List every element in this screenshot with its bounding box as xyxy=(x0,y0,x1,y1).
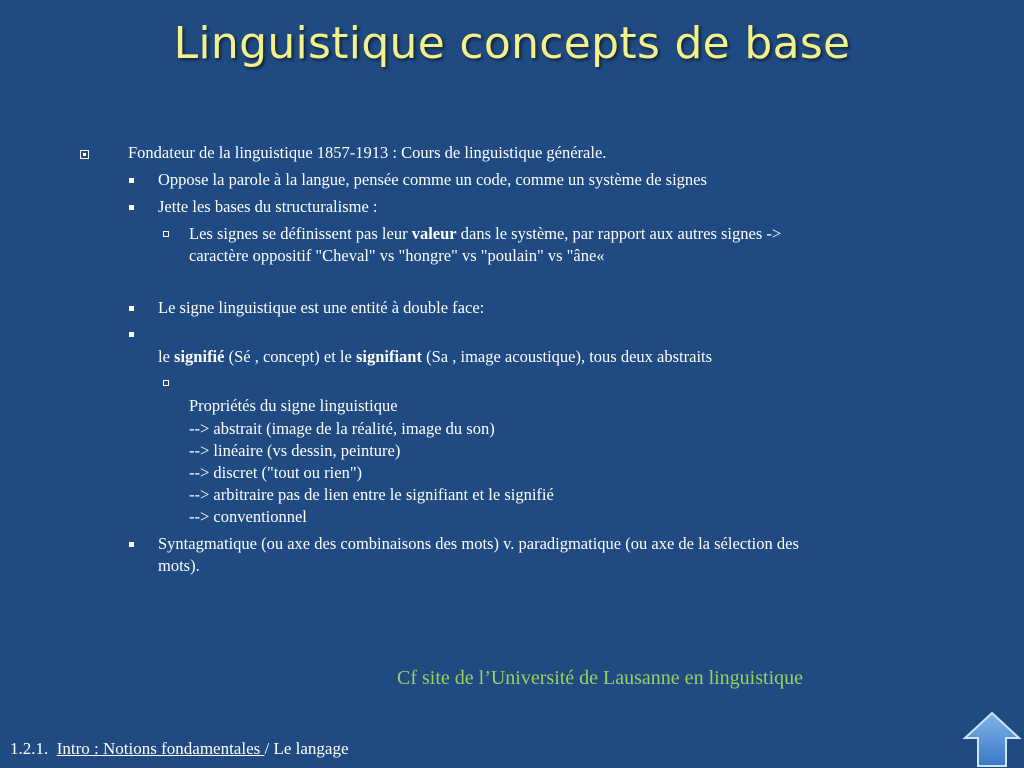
prop-line: Propriétés du signe linguistique xyxy=(189,396,398,415)
bullet-founder: Fondateur de la linguistique 1857-1913 : Cours de linguistique générale. xyxy=(128,143,607,162)
breadcrumb-link-intro[interactable]: Intro : Notions fondamentales xyxy=(56,739,265,758)
signifie-bold: signifié xyxy=(174,347,225,366)
bullet-signifie-signifiant xyxy=(158,346,712,368)
prop-line: --> conventionnel xyxy=(189,507,307,526)
bullet-marker-level2 xyxy=(129,332,134,337)
bullet-marker-level3 xyxy=(163,380,169,386)
bullet-marker-level2 xyxy=(129,542,134,547)
bullet-parole-langue: Oppose la parole à la langue, pensée comme un code, comme un système de signes xyxy=(158,170,707,189)
breadcrumb-separator: / xyxy=(264,739,270,758)
breadcrumb xyxy=(10,739,349,759)
bullet-structuralisme: Jette les bases du structuralisme : xyxy=(158,197,378,216)
bullet-marker-level3 xyxy=(163,231,169,237)
valeur-bold: valeur xyxy=(411,224,457,243)
signifiant-bold: signifiant xyxy=(355,347,422,366)
reference-link[interactable]: Cf site de l’Université de Lausanne en linguistique xyxy=(397,667,804,689)
bullet-marker-level1 xyxy=(80,150,89,159)
bullet-signe-double-face: Le signe linguistique est une entité à double face: xyxy=(158,298,485,317)
prop-line: --> discret ("tout ou rien") xyxy=(189,463,363,482)
bullet-valeur xyxy=(189,223,781,245)
bullet-syntagmatique: Syntagmatique (ou axe des combinaisons des mots) v. paradigmatique (ou axe de la sélection des xyxy=(158,534,799,553)
prop-line: --> arbitraire pas de lien entre le signifiant et le signifié xyxy=(189,485,554,504)
signifie-mid: (Sé , concept) et le xyxy=(224,347,356,366)
bullet-marker-level2 xyxy=(129,306,134,311)
slide-title: Linguistique concepts de base xyxy=(173,18,851,69)
bullet-valeur-line2: caractère oppositif "Cheval" vs "hongre" vs "poulain" vs "âne« xyxy=(189,246,605,265)
bullet-marker-level2 xyxy=(129,205,134,210)
prop-line: --> linéaire (vs dessin, peinture) xyxy=(189,441,401,460)
prop-line: --> abstrait (image de la réalité, image du son) xyxy=(189,419,495,438)
valeur-text-2: dans le système, par rapport aux autres signes -> xyxy=(456,224,782,243)
signifiant-end: (Sa , image acoustique), tous deux abstraits xyxy=(421,347,713,366)
breadcrumb-current: Le langage xyxy=(273,739,349,758)
bullet-syntagmatique-line2: mots). xyxy=(158,556,200,575)
section-number: 1.2.1. xyxy=(10,739,49,758)
signifie-le: le xyxy=(158,347,175,366)
up-arrow-icon[interactable] xyxy=(962,710,1022,768)
valeur-text-1: Les signes se définissent pas leur xyxy=(189,224,412,243)
bullet-marker-level2 xyxy=(129,178,134,183)
